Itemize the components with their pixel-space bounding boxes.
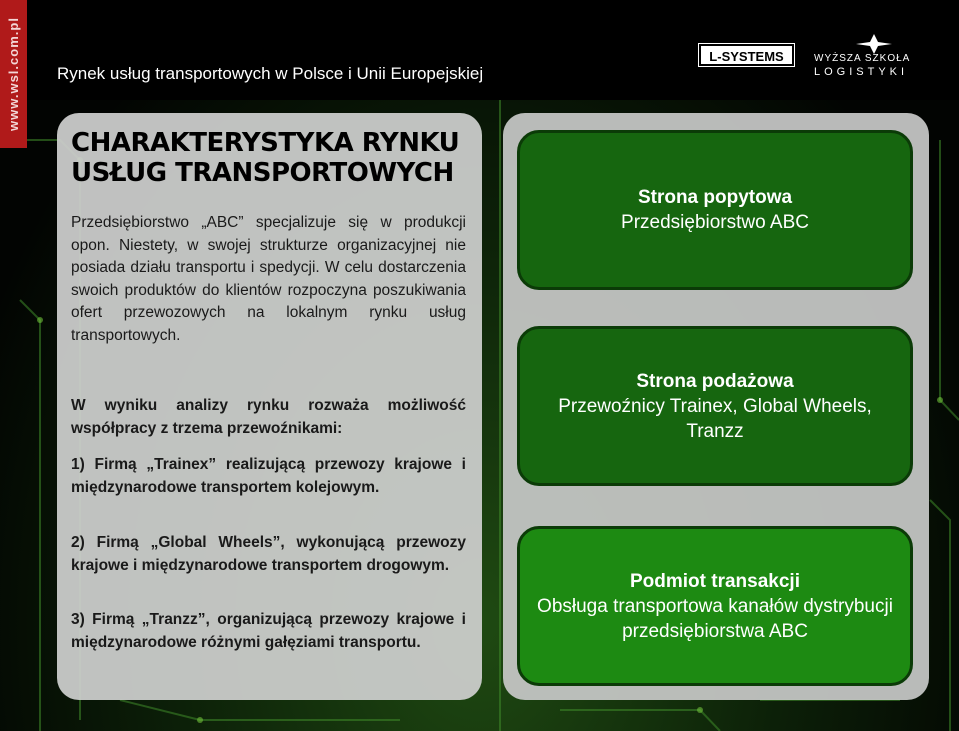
- wsl-logo-line2: LOGISTYKI: [814, 66, 909, 78]
- page-title: Rynek usług transportowych w Polsce i Unii Europejskiej: [57, 64, 484, 83]
- wsl-logo: [814, 34, 934, 80]
- carrier-item-1: 1) Firmą „Trainex” realizującą przewozy krajowe i międzynarodowe transportem kolejowym.: [71, 456, 466, 496]
- lsystems-logo: L-SYSTEMS: [699, 44, 794, 66]
- supply-side-text: Przewoźnicy Trainex, Global Wheels, Tranzz: [558, 395, 872, 442]
- wsl-logo-line1: WYŻSZA SZKOŁA: [814, 53, 911, 64]
- demand-side-title: Strona popytowa: [637, 187, 793, 208]
- transaction-subject-box: [517, 526, 913, 686]
- analysis-paragraph: W wyniku analizy rynku rozważa możliwość współpracy z trzema przewoźnikami:: [71, 397, 466, 437]
- side-strip: [0, 0, 27, 148]
- side-url-text: www.wsl.com.pl: [6, 17, 21, 131]
- panel-heading-line1: CHARAKTERYSTYKA RYNKU: [71, 128, 460, 158]
- carrier-item-2: 2) Firmą „Global Wheels”, wykonującą przewozy krajowe i międzynarodowe transportem drogowym.: [71, 534, 466, 574]
- demand-side-text: Przedsiębiorstwo ABC: [621, 212, 809, 233]
- carrier-item-3: 3) Firmą „Tranzz”, organizującą przewozy krajowe i międzynarodowe różnymi gałęziami transportu.: [71, 611, 466, 651]
- transaction-subject-text: Obsługa transportowa kanałów dystrybucji przedsiębiorstwa ABC: [537, 595, 893, 642]
- demand-side-box: [517, 130, 913, 290]
- intro-paragraph: Przedsiębiorstwo „ABC” specjalizuje się w produkcji opon. Niestety, w swojej strukturze organizacyjnej nie posiada działu transportu i spedycji. W celu dostarczenia swoich produktów do klientów rozpoczyna poszukiwania ofert przewozowych na lokalnym rynku usług transportowych.: [71, 214, 466, 344]
- transaction-subject-title: Podmiot transakcji: [630, 570, 800, 592]
- supply-side-box: [517, 326, 913, 486]
- panel-heading-line2: USŁUG TRANSPORTOWYCH: [71, 158, 454, 188]
- wsl-star-icon: [856, 34, 892, 54]
- panel-heading: [71, 128, 471, 188]
- supply-side-title: Strona podażowa: [636, 370, 794, 392]
